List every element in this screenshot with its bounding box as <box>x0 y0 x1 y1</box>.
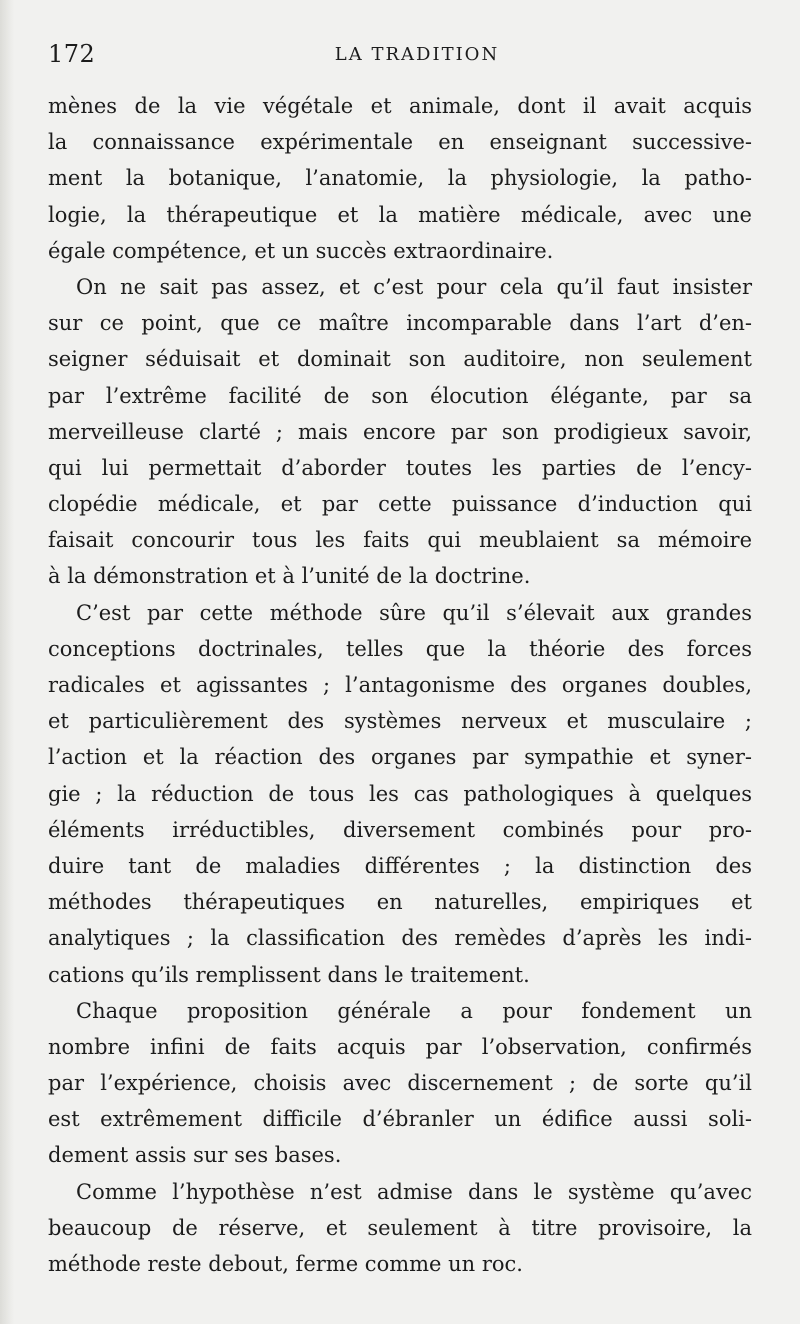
paragraph <box>48 269 752 595</box>
text-line: par l’expérience, choisis avec discernement ; de sorte qu’il <box>48 1071 752 1096</box>
text-line: à la démonstration et à l’unité de la doctrine. <box>48 564 531 589</box>
text-line: C’est par cette méthode sûre qu’il s’élevait aux grandes <box>76 600 752 625</box>
running-title: LA TRADITION <box>334 44 500 65</box>
text-line: merveilleuse clarté ; mais encore par son prodigieux savoir, <box>48 419 752 444</box>
text-line: cations qu’ils remplissent dans le traitement. <box>48 962 530 987</box>
page-number: 172 <box>48 40 96 68</box>
text-line: seigner séduisait et dominait son auditoire, non seulement <box>48 347 752 372</box>
text-line: et particulièrement des systèmes nerveux et musculaire ; <box>48 709 752 734</box>
text-line: analytiques ; la classification des remèdes d’après les indi- <box>48 926 752 951</box>
paragraph <box>48 595 752 993</box>
page-header <box>48 40 752 80</box>
text-line: éléments irréductibles, diversement combinés pour pro- <box>48 817 752 842</box>
text-line: Comme l’hypothèse n’est admise dans le système qu’avec <box>76 1179 752 1204</box>
text-line: ment la botanique, l’anatomie, la physiologie, la patho- <box>48 166 752 191</box>
text-line: l’action et la réaction des organes par sympathie et syner- <box>48 745 752 770</box>
text-line: faisait concourir tous les faits qui meublaient sa mémoire <box>48 528 752 553</box>
text-line: est extrêmement difficile d’ébranler un édifice aussi soli- <box>48 1107 752 1132</box>
text-line: On ne sait pas assez, et c’est pour cela qu’il faut insister <box>76 274 752 299</box>
text-line: par l’extrême facilité de son élocution élégante, par sa <box>48 383 752 408</box>
paragraph <box>48 993 752 1174</box>
text-line: la connaissance expérimentale en enseignant successive- <box>48 130 752 155</box>
text-line: dement assis sur ses bases. <box>48 1143 342 1168</box>
text-line: clopédie médicale, et par cette puissance d’induction qui <box>48 492 752 517</box>
paragraph <box>48 88 752 269</box>
text-line: radicales et agissantes ; l’antagonisme des organes doubles, <box>48 673 752 697</box>
text-line: logie, la thérapeutique et la matière médicale, avec une <box>48 202 752 227</box>
body-text <box>48 88 752 1282</box>
text-line: sur ce point, que ce maître incomparable dans l’art d’en- <box>48 311 752 336</box>
paragraph <box>48 1174 752 1283</box>
text-line: méthode reste debout, ferme comme un roc. <box>48 1252 523 1276</box>
text-line: duire tant de maladies différentes ; la distinction des <box>48 853 752 878</box>
text-line: gie ; la réduction de tous les cas pathologiques à quelques <box>48 781 752 806</box>
text-line: beaucoup de réserve, et seulement à titre provisoire, la <box>48 1215 752 1240</box>
text-line: méthodes thérapeutiques en naturelles, empiriques et <box>48 890 752 915</box>
page-edge-shadow <box>0 0 14 1324</box>
text-line: nombre infini de faits acquis par l’observation, confirmés <box>48 1034 752 1059</box>
text-line: Chaque proposition générale a pour fondement un <box>76 998 752 1023</box>
text-line: égale compétence, et un succès extraordinaire. <box>48 238 554 263</box>
text-line: qui lui permettait d’aborder toutes les parties de l’ency- <box>48 455 752 480</box>
text-line: mènes de la vie végétale et animale, dont il avait acquis <box>48 94 752 118</box>
text-line: conceptions doctrinales, telles que la théorie des forces <box>48 636 752 661</box>
